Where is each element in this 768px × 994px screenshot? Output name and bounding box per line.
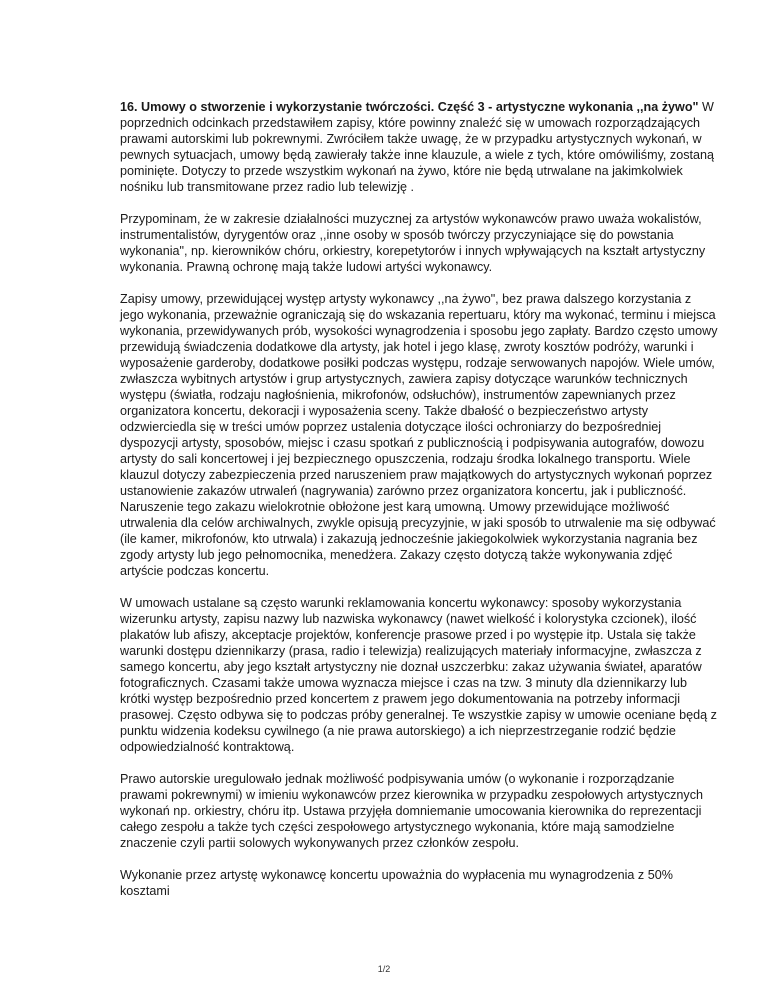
document-body	[120, 99, 718, 915]
paragraph-ensemble: Prawo autorskie uregulowało jednak możliwość podpisywania umów (o wykonanie i rozporządzanie prawami pokrewnymi) w imieniu wykonawców przez kierownika w przypadku zespołowych artystycznych wykonań np. orkiestry, chóru itp. Ustawa przyjęła domniemanie umocowania kierownika do reprezentacji całego zespołu a także tych części zespołowego artystycznego wykonania, które mają samodzielne znaczenie czyli partii solowych wykonywanych przez członków zespołu.	[120, 772, 704, 850]
paragraph-performers: Przypominam, że w zakresie działalności muzycznej za artystów wykonawców prawo uważa wokalistów, instrumentalistów, dyrygentów oraz ,,inne osoby w sposób twórczy przyczyniające się do powstania wykonania", np. kierowników chóru, orkiestry, korepetytorów i innych wpływających na kształt artystyczny wykonania. Prawną ochronę mają także ludowi artyści wykonawcy.	[120, 212, 706, 274]
paragraph-remuneration: Wykonanie przez artystę wykonawcę koncertu upoważnia do wypłacenia mu wynagrodzenia z 50% kosztami	[120, 868, 673, 898]
paragraph-promotion: W umowach ustalane są często warunki reklamowania koncertu wykonawcy: sposoby wykorzystania wizerunku artysty, zapisu nazwy lub nazwiska wykonawcy (nawet wielkość i kolorystyka czcionek), ilość plakatów lub afiszy, akceptacje projektów, konferencje prasowe przed i po występie itp. Ustala się także warunki dostępu dziennikarzy (prasa, radio i telewizja) realizujących materiały informacyjne, zwłaszcza z samego koncertu, aby jego kształt artystyczny nie doznał uszczerbku: zakaz używania świateł, aparatów fotograficznych. Czasami także umowa wyznacza miejsce i czas na tzw. 3 minuty dla dziennikarzy lub krótki występ bezpośrednio przed koncertem z prawem jego dokumentowania na potrzeby informacji prasowej. Często odbywa się to podczas próby generalnej. Te wszystkie zapisy w umowie oceniane będą z punktu widzenia kodeksu cywilnego (a nie prawa autorskiego) a ich nieprzestrzeganie rodzić będzie odpowiedzialność kontraktową.	[120, 596, 717, 754]
paragraph-intro	[120, 99, 718, 195]
paragraph-contract-terms: Zapisy umowy, przewidującej występ artysty wykonawcy ,,na żywo", bez prawa dalszego korzystania z jego wykonania, przeważnie ograniczają się do wskazania repertuaru, który ma wykonać, terminu i miejsca wykonania, przewidywanych prób, wysokości wynagrodzenia i sposobu jego zapłaty. Bardzo często umowy przewidują świadczenia dodatkowe dla artysty, jak hotel i jego klasę, zwroty kosztów podróży, warunki i wyposażenie garderoby, dodatkowe posiłki podczas występu, rodzaje serwowanych napojów. Wiele umów, zwłaszcza wybitnych artystów i grup artystycznych, zawiera zapisy dotyczące warunków technicznych występu (światła, rodzaju nagłośnienia, mikrofonów, odsłuchów), instrumentów zapewnianych przez organizatora koncertu, dekoracji i wyposażenia sceny. Także dbałość o bezpieczeństwo artysty odzwierciedla się w treści umów poprzez ustalenia dotyczące ilości ochroniarzy do bezpośredniej dyspozycji artysty, sposobów, miejsc i czasu spotkań z publicznością i podpisywania autografów, dowozu artysty do sali koncertowej i jej bezpiecznego opuszczenia, rodzaju środka lokalnego transportu. Wiele klauzul dotyczy zabezpieczenia przed naruszeniem praw majątkowych do artystycznych wykonań poprzez ustanowienie zakazów utrwaleń (nagrywania) zarówno przez organizatora koncertu, jak i publiczność. Naruszenie tego zakazu wielokrotnie obłożone jest karą umowną. Umowy przewidujące możliwość utrwalenia dla celów archiwalnych, zwykle opisują precyzyjnie, w jaki sposób to utrwalenie ma się odbywać (ile kamer, mikrofonów, kto utrwala) i zakazują jednocześnie jakiegokolwiek wykorzystania nagrania bez zgody artysty lub jego pełnomocnika, menedżera. Zakazy często dotyczą także wykonywania zdjęć artyście podczas koncertu.	[120, 292, 718, 578]
paragraph-text: W poprzednich odcinkach przedstawiłem zapisy, które powinny znaleźć się w umowach rozporządzających prawami autorskimi lub pokrewnymi. Zwróciłem także uwagę, że w przypadku artystycznych wykonań, w pewnych sytuacjach, umowy będą zawierały także inne klauzule, a wiele z tych, które omówiliśmy, zostaną pominięte. Dotyczy to przede wszystkim wykonań na żywo, które nie będą utrwalane na jakimkolwiek nośniku lub transmitowane przez radio lub telewizję .	[120, 100, 715, 194]
article-title: 16. Umowy o stworzenie i wykorzystanie twórczości. Część 3 - artystyczne wykonania ,,na żywo"	[120, 100, 699, 114]
page-number: 1/2	[377, 964, 391, 974]
